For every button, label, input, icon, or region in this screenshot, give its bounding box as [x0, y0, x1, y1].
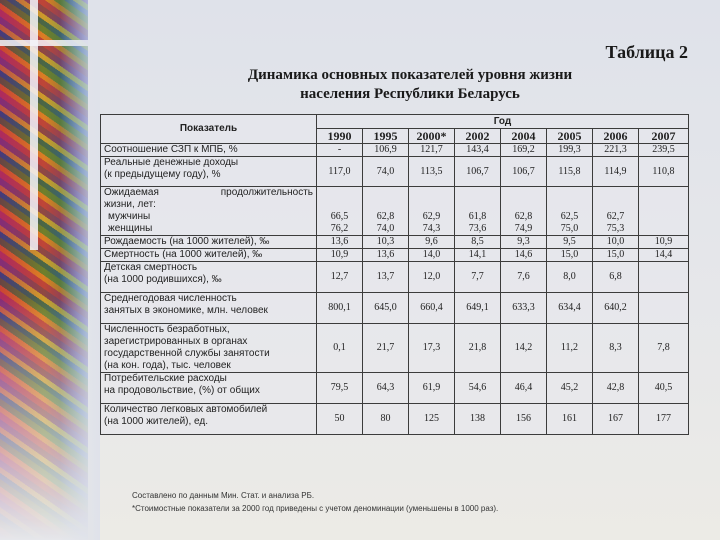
row-label-line: Среднегодовая численность: [104, 293, 237, 304]
table-cell: 13,6: [317, 236, 363, 249]
row-label-line: Потребительские расходы: [104, 373, 227, 384]
value-women: 74,0: [376, 223, 395, 234]
table-cell: 14,6: [501, 249, 547, 262]
row-label-line: Количество легковых автомобилей: [104, 404, 268, 415]
table-cell: 21,7: [363, 324, 409, 373]
year-header: 2006: [593, 129, 639, 144]
table-cell: 649,1: [455, 293, 501, 324]
table-cell: 54,6: [455, 373, 501, 404]
value-men: 62,8: [514, 211, 533, 222]
table-cell: [547, 187, 593, 236]
table-cell: 125: [409, 404, 455, 435]
year-header: 1990: [317, 129, 363, 144]
footnote: *Стоимостные показатели за 2000 год приведены с учетом деноминации (уменьшены в 1000 раз).: [132, 504, 499, 513]
table-cell: 121,7: [409, 144, 455, 157]
table-cell: 14,4: [639, 249, 689, 262]
row-label: [101, 187, 317, 236]
table-cell: 40,5: [639, 373, 689, 404]
table-row: [101, 262, 689, 293]
row-label-women: женщины: [108, 223, 153, 234]
table-cell: 115,8: [547, 157, 593, 187]
year-header: 1995: [363, 129, 409, 144]
table-cell: 113,5: [409, 157, 455, 187]
table-cell: -: [317, 144, 363, 157]
table-cell: 106,7: [455, 157, 501, 187]
row-label-line: на продовольствие, (%) от общих: [104, 385, 260, 396]
row-label-line: (на 1000 родившихся), ‰: [104, 274, 222, 285]
table-cell: 14,1: [455, 249, 501, 262]
table-cell: 199,3: [547, 144, 593, 157]
table-cell: 64,3: [363, 373, 409, 404]
row-label: [101, 324, 317, 373]
table-cell: [409, 187, 455, 236]
year-header: 2000*: [409, 129, 455, 144]
year-header: 2004: [501, 129, 547, 144]
table-cell: 9,5: [547, 236, 593, 249]
table-cell: 156: [501, 404, 547, 435]
value-women: 75,0: [560, 223, 579, 234]
row-label: [101, 404, 317, 435]
table-cell: 10,0: [593, 236, 639, 249]
table-cell: 114,9: [593, 157, 639, 187]
table-cell: 169,2: [501, 144, 547, 157]
table-cell: 17,3: [409, 324, 455, 373]
table-cell: 79,5: [317, 373, 363, 404]
table-cell: 800,1: [317, 293, 363, 324]
table-cell: 80: [363, 404, 409, 435]
table-cell: 8,5: [455, 236, 501, 249]
table-row: [101, 236, 689, 249]
value-men: 62,7: [606, 211, 625, 222]
table-title: [200, 66, 620, 104]
value-men: 66,5: [330, 211, 349, 222]
table-cell: 660,4: [409, 293, 455, 324]
table-cell: 645,0: [363, 293, 409, 324]
decorative-fade: [0, 0, 100, 540]
table-cell: 633,3: [501, 293, 547, 324]
row-label-line: жизни, лет:: [104, 199, 156, 210]
table-row: [101, 157, 689, 187]
table-cell: 15,0: [593, 249, 639, 262]
row-label-line: (на кон. года), тыс. человек: [104, 360, 231, 371]
table-title-line-1: Динамика основных показателей уровня жизни: [247, 67, 573, 83]
row-label: [101, 373, 317, 404]
table-row: [101, 144, 689, 157]
row-label-line: занятых в экономике, млн. человек: [104, 305, 268, 316]
row-label-line: Численность безработных,: [104, 324, 230, 335]
year-header: 2005: [547, 129, 593, 144]
table-cell: [501, 187, 547, 236]
table-cell: 11,2: [547, 324, 593, 373]
table-cell: [363, 187, 409, 236]
table-cell: 42,8: [593, 373, 639, 404]
table-cell: 110,8: [639, 157, 689, 187]
table-cell: 161: [547, 404, 593, 435]
value-women: 76,2: [330, 223, 349, 234]
table-cell: 7,8: [639, 324, 689, 373]
header-year: Год: [317, 115, 689, 129]
table-cell: 640,2: [593, 293, 639, 324]
value-women: 74,3: [422, 223, 441, 234]
table-cell: 50: [317, 404, 363, 435]
row-label-line: Реальные денежные доходы: [104, 157, 239, 168]
table-cell: 117,0: [317, 157, 363, 187]
table-cell: 10,3: [363, 236, 409, 249]
header-indicator: Показатель: [101, 115, 317, 144]
table-header-row: [101, 115, 689, 129]
table-cell: 7,6: [501, 262, 547, 293]
table-cell: [639, 187, 689, 236]
table-cell: 9,3: [501, 236, 547, 249]
table-cell: 8,3: [593, 324, 639, 373]
table-row: [101, 293, 689, 324]
row-label-men: мужчины: [108, 211, 151, 222]
table-cell: 138: [455, 404, 501, 435]
table-cell: 14,2: [501, 324, 547, 373]
row-label: [101, 293, 317, 324]
row-label-line: зарегистрированных в органах: [104, 336, 248, 347]
table-number-label: Таблица 2: [605, 42, 688, 62]
table-cell: 15,0: [547, 249, 593, 262]
table-cell: 46,4: [501, 373, 547, 404]
row-label: Рождаемость (на 1000 жителей), ‰: [101, 236, 317, 249]
table-cell: 12,0: [409, 262, 455, 293]
year-header: 2007: [639, 129, 689, 144]
table-cell: 10,9: [639, 236, 689, 249]
row-label-word: продолжительность: [220, 187, 313, 198]
table-cell: [317, 187, 363, 236]
table-cell: 14,0: [409, 249, 455, 262]
table-cell: [639, 262, 689, 293]
table-cell: 0,1: [317, 324, 363, 373]
table-cell: 9,6: [409, 236, 455, 249]
table-cell: 6,8: [593, 262, 639, 293]
row-label-line: государственной службы занятости: [104, 348, 270, 359]
table-row: [101, 187, 689, 236]
value-men: 61,8: [468, 211, 487, 222]
value-women: 74,9: [514, 223, 533, 234]
table-cell: [639, 293, 689, 324]
table-cell: 167: [593, 404, 639, 435]
table-cell: 177: [639, 404, 689, 435]
table-row: [101, 324, 689, 373]
source-note: Составлено по данным Мин. Стат. и анализа РБ.: [132, 491, 315, 500]
value-women: 73,6: [468, 223, 487, 234]
row-label: Смертность (на 1000 жителей), ‰: [101, 249, 317, 262]
table-cell: 239,5: [639, 144, 689, 157]
row-label: [101, 157, 317, 187]
table-cell: [455, 187, 501, 236]
row-label-line: (на 1000 жителей), ед.: [104, 416, 209, 427]
data-table: [100, 114, 689, 435]
value-men: 62,9: [422, 211, 441, 222]
row-label: [101, 262, 317, 293]
table-cell: 106,7: [501, 157, 547, 187]
table-cell: 143,4: [455, 144, 501, 157]
table-row: [101, 373, 689, 404]
table-cell: 106,9: [363, 144, 409, 157]
table-cell: [593, 187, 639, 236]
table-cell: 45,2: [547, 373, 593, 404]
table-cell: 74,0: [363, 157, 409, 187]
table-cell: 13,7: [363, 262, 409, 293]
row-label: Соотношение СЗП к МПБ, %: [101, 144, 317, 157]
table-cell: 8,0: [547, 262, 593, 293]
row-label-line: [104, 187, 313, 199]
value-men: 62,8: [376, 211, 395, 222]
table-title-line-2: населения Республики Беларусь: [300, 86, 520, 102]
table-cell: 10,9: [317, 249, 363, 262]
value-men: 62,5: [560, 211, 579, 222]
table-cell: 21,8: [455, 324, 501, 373]
table-cell: 634,4: [547, 293, 593, 324]
table-cell: 61,9: [409, 373, 455, 404]
row-label-line: (к предыдущему году), %: [104, 169, 221, 180]
table-row: [101, 249, 689, 262]
table-cell: 221,3: [593, 144, 639, 157]
row-label-word: Ожидаемая: [104, 187, 159, 198]
year-header: 2002: [455, 129, 501, 144]
value-women: 75,3: [606, 223, 625, 234]
table-cell: 13,6: [363, 249, 409, 262]
table-cell: 12,7: [317, 262, 363, 293]
table-row: [101, 404, 689, 435]
table-cell: 7,7: [455, 262, 501, 293]
row-label-line: Детская смертность: [104, 262, 198, 273]
